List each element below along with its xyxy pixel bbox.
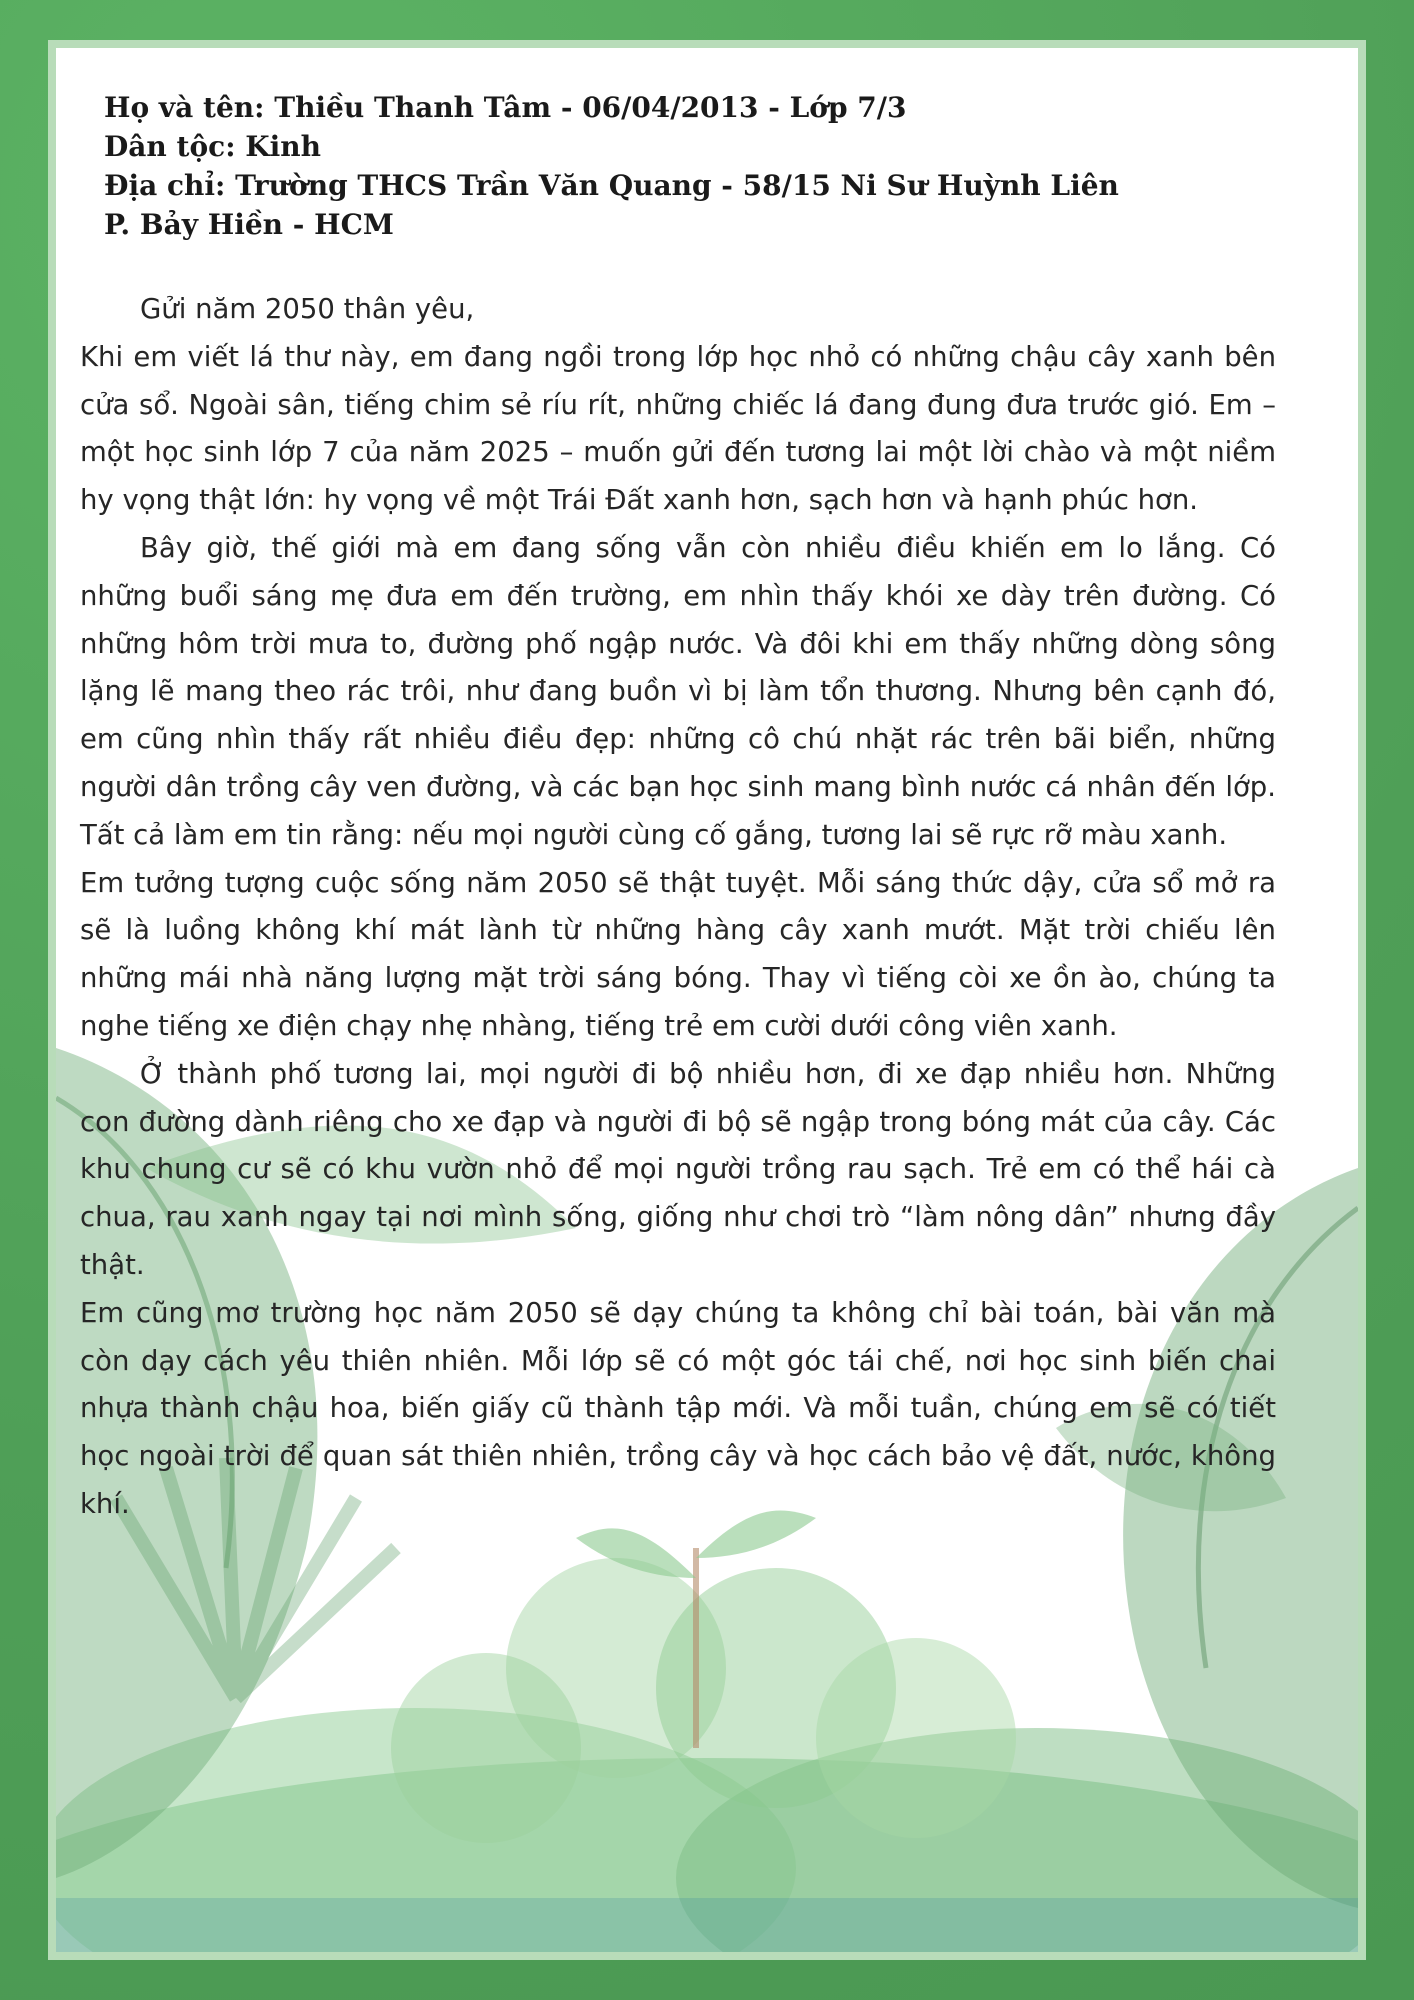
student-info: [104, 88, 1276, 244]
student-name-line: Họ và tên: Thiều Thanh Tâm - 06/04/2013 - Lớp 7/3: [104, 91, 907, 124]
letter-content: [80, 88, 1276, 1529]
paragraph-1: Khi em viết lá thư này, em đang ngồi trong lớp học nhỏ có những chậu cây xanh bên cửa sổ. Ngoài sân, tiếng chim sẻ ríu rít, những chiếc lá đang đung đưa trước gió. Em – một học sinh lớp 7 của năm 2025 – muốn gửi đến tương lai một lời chào và một niềm hy vọng thật lớn: hy vọng về một Trái Đất xanh hơn, sạch hơn và hạnh phúc hơn.: [80, 340, 1276, 517]
paragraph-5: Em cũng mơ trường học năm 2050 sẽ dạy chúng ta không chỉ bài toán, bài văn mà còn dạy cách yêu thiên nhiên. Mỗi lớp sẽ có một góc tái chế, nơi học sinh biến chai nhựa thành chậu hoa, biến giấy cũ thành tập mới. Và mỗi tuần, chúng em sẽ có tiết học ngoài trời để quan sát thiên nhiên, trồng cây và học cách bảo vệ đất, nước, không khí.: [80, 1296, 1276, 1520]
letter-greeting: Gửi năm 2050 thân yêu,: [140, 293, 475, 325]
letter-body: [80, 286, 1276, 1529]
address-line-2: P. Bảy Hiền - HCM: [104, 208, 394, 241]
paragraph-4: Ở thành phố tương lai, mọi người đi bộ nhiều hơn, đi xe đạp nhiều hơn. Những con đường dành riêng cho xe đạp và người đi bộ sẽ ngập trong bóng mát của cây. Các khu chung cư sẽ có khu vườn nhỏ để mọi người trồng rau sạch. Trẻ em có thể hái cà chua, rau xanh ngay tại nơi mình sống, giống như chơi trò “làm nông dân” nhưng đầy thật.: [80, 1057, 1276, 1281]
letter-paper: [56, 48, 1358, 1952]
ethnicity-line: Dân tộc: Kinh: [104, 130, 321, 163]
address-line: Địa chỉ: Trường THCS Trần Văn Quang - 58/15 Ni Sư Huỳnh Liên: [104, 169, 1119, 202]
paragraph-2: Bây giờ, thế giới mà em đang sống vẫn còn nhiều điều khiến em lo lắng. Có những buổi sáng mẹ đưa em đến trường, em nhìn thấy khói xe dày trên đường. Có những hôm trời mưa to, đường phố ngập nước. Và đôi khi em thấy những dòng sông lặng lẽ mang theo rác trôi, như đang buồn vì bị làm tổn thương. Nhưng bên cạnh đó, em cũng nhìn thấy rất nhiều điều đẹp: những cô chú nhặt rác trên bãi biển, những người dân trồng cây ven đường, và các bạn học sinh mang bình nước cá nhân đến lớp. Tất cả làm em tin rằng: nếu mọi người cùng cố gắng, tương lai sẽ rực rỡ màu xanh.: [80, 531, 1276, 851]
paragraph-3: Em tưởng tượng cuộc sống năm 2050 sẽ thật tuyệt. Mỗi sáng thức dậy, cửa sổ mở ra sẽ là luồng không khí mát lành từ những hàng cây xanh mướt. Mặt trời chiếu lên những mái nhà năng lượng mặt trời sáng bóng. Thay vì tiếng còi xe ồn ào, chúng ta nghe tiếng xe điện chạy nhẹ nhàng, tiếng trẻ em cười dưới công viên xanh.: [80, 866, 1276, 1042]
